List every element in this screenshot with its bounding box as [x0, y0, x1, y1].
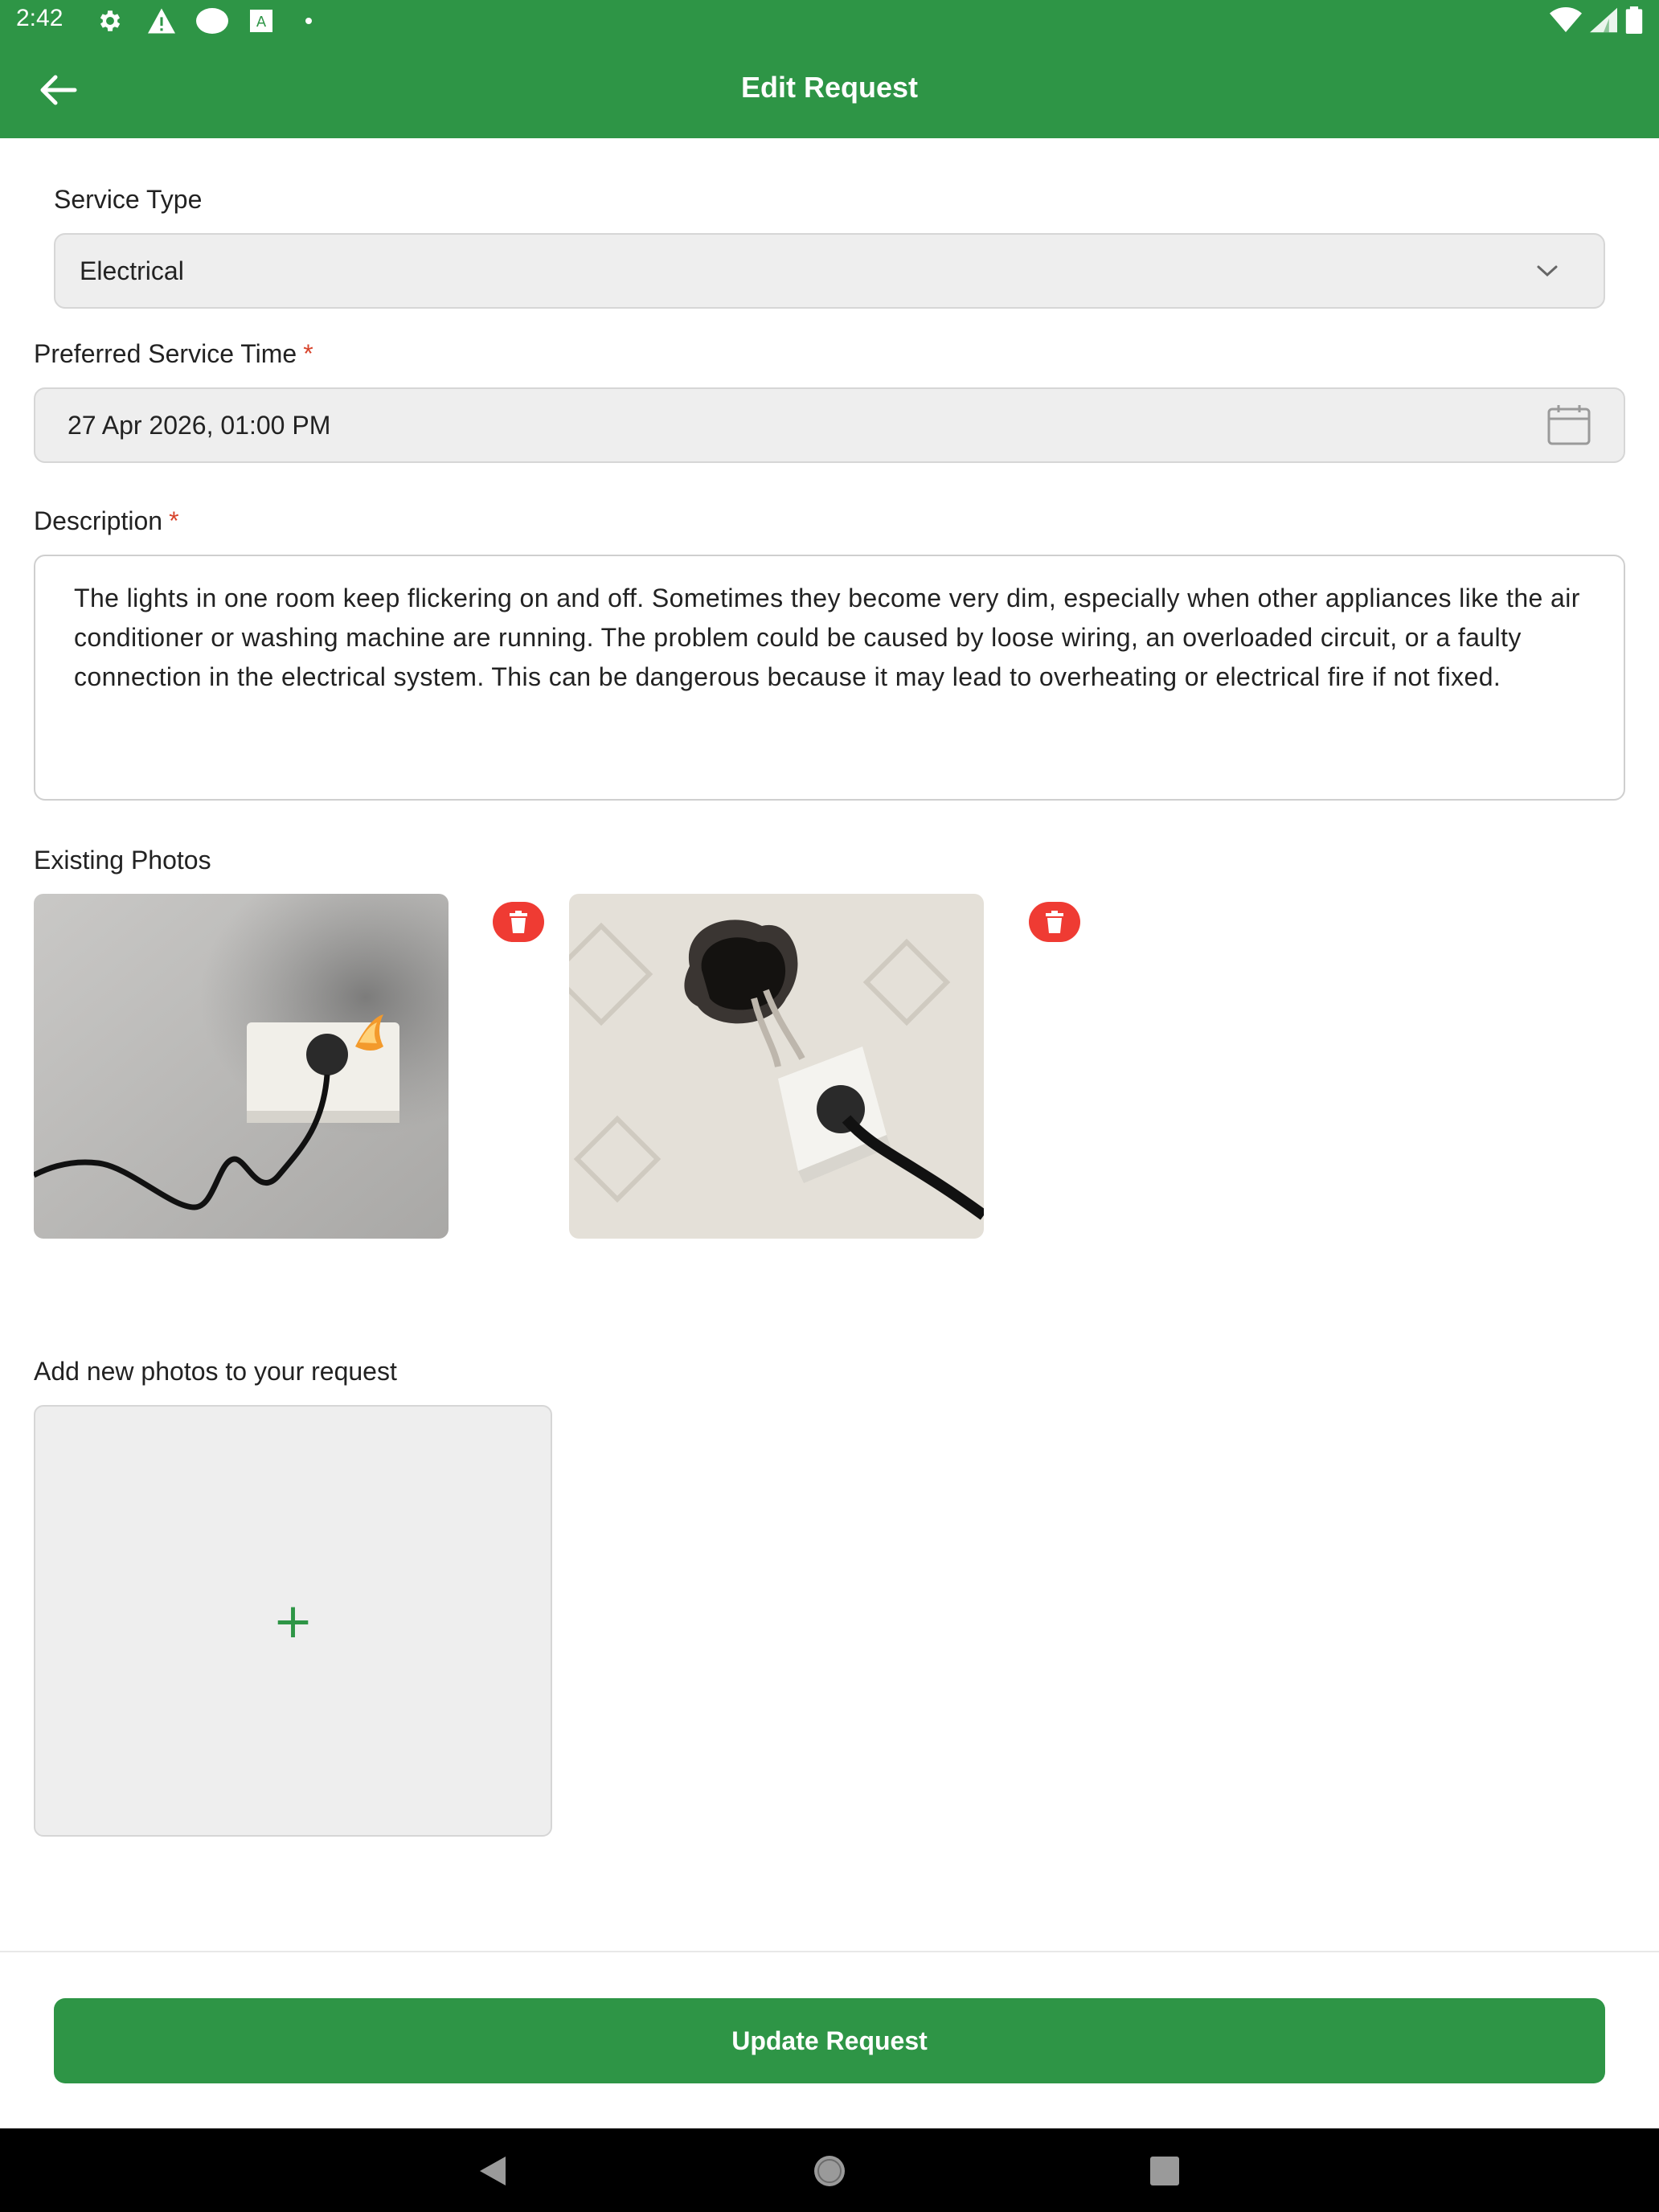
gear-icon — [96, 8, 124, 34]
required-mark: * — [303, 339, 313, 368]
nav-recents-icon[interactable] — [1145, 2151, 1185, 2191]
status-bar — [0, 0, 1659, 42]
preferred-time-field[interactable] — [34, 387, 1625, 463]
trash-icon — [510, 911, 527, 933]
delete-photo-button[interactable] — [1029, 902, 1080, 942]
app-bar — [0, 42, 1659, 138]
dot-icon — [304, 8, 313, 34]
preferred-time-value: 27 Apr 2026, 01:00 PM — [68, 410, 331, 440]
nav-back-icon[interactable] — [473, 2151, 513, 2191]
existing-photo[interactable] — [34, 894, 449, 1239]
service-type-label: Service Type — [54, 185, 203, 214]
description-label — [34, 506, 179, 536]
divider — [0, 1951, 1659, 1952]
navigation-bar — [0, 2128, 1659, 2212]
chevron-down-icon — [1523, 247, 1571, 295]
plus-icon: + — [272, 1592, 313, 1649]
trash-icon — [1046, 911, 1063, 933]
service-type-value: Electrical — [80, 256, 184, 285]
required-mark: * — [169, 506, 179, 535]
svg-text:A: A — [256, 14, 267, 31]
font-icon — [249, 8, 273, 34]
nav-home-icon[interactable] — [809, 2151, 850, 2191]
preferred-time-label-text: Preferred Service Time — [34, 339, 297, 368]
signal-icon — [1590, 7, 1617, 36]
warning-icon — [146, 8, 177, 34]
existing-photo[interactable] — [569, 894, 984, 1239]
preferred-time-label — [34, 339, 313, 369]
existing-photos-label: Existing Photos — [34, 846, 211, 875]
status-time: 2:42 — [16, 5, 63, 31]
circle-icon — [195, 8, 230, 34]
description-textarea[interactable]: The lights in one room keep flickering on and off. Sometimes they become very dim, especially when other appliances like the air conditioner or washing machine are running. The problem could be caused by loose wiring, an overloaded circuit, or a faulty connection in the electrical system. This can be dangerous because it may lead to overheating or electrical fire if not fixed. — [34, 555, 1625, 801]
add-photos-label: Add new photos to your request — [34, 1357, 397, 1386]
description-label-text: Description — [34, 506, 163, 535]
add-photo-button[interactable] — [34, 1405, 552, 1837]
battery-icon — [1625, 6, 1643, 37]
update-request-button[interactable]: Update Request — [54, 1998, 1605, 2083]
status-right-icons — [1550, 6, 1643, 37]
page-title: Edit Request — [740, 71, 919, 104]
service-type-dropdown[interactable] — [54, 233, 1605, 309]
delete-photo-button[interactable] — [493, 902, 544, 942]
calendar-icon[interactable] — [1545, 401, 1593, 449]
wifi-icon — [1550, 7, 1582, 36]
